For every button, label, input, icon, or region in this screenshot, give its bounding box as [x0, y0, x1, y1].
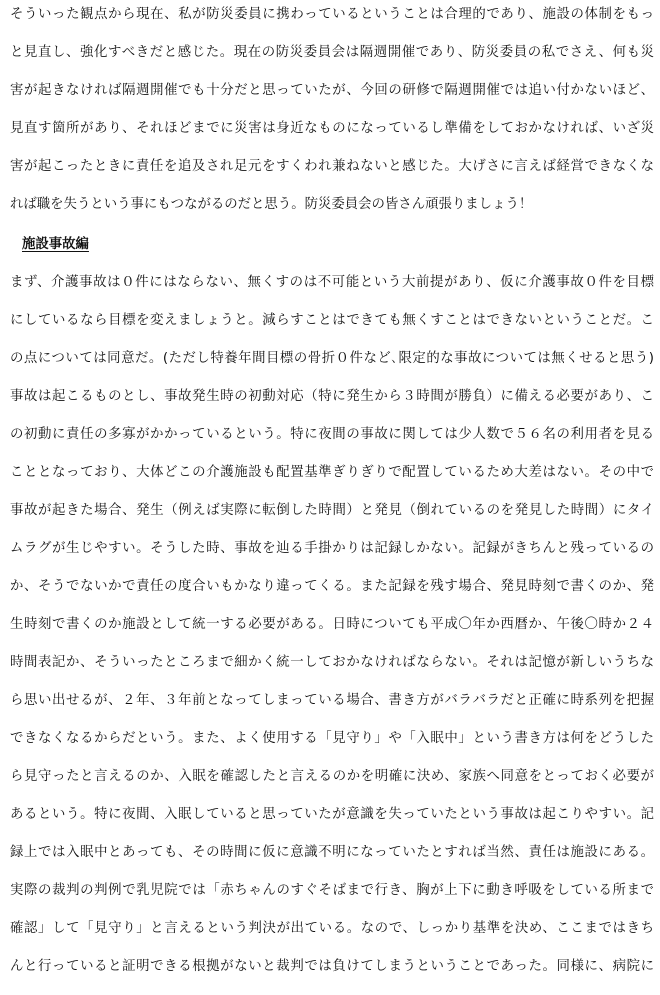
- paragraph-line: んと行っていると証明できる根拠がないと裁判では負けてしまうということであった。同様に、病院に: [10, 959, 654, 974]
- paragraph-line: そういった観点から現在、私が防災委員に携わっているということは合理的であり、施設の体制をもっ: [10, 7, 654, 22]
- paragraph-line: 害が起こったときに責任を追及され足元をすくわれ兼ねないと感じた。大げさに言えば経営できなくな: [10, 159, 654, 174]
- paragraph-line: ら思い出せるが、２年、３年前となってしまっている場合、書き方がバラバラだと正確に時系列を把握: [10, 693, 654, 708]
- paragraph-line: こととなっており、大体どこの介護施設も配置基準ぎりぎりで配置しているため大差はない。その中で: [10, 465, 654, 480]
- paragraph-line: 時間表記か、そういったところまで細かく統一しておかなければならない。それは記憶が新しいうちな: [10, 655, 654, 670]
- section-heading: 施設事故編: [22, 237, 89, 252]
- paragraph-line: にしているなら目標を変えましょうと。減らすことはできても無くすことはできないということだ。こ: [10, 313, 654, 328]
- paragraph-line: 録上では入眠中とあっても、その時間に仮に意識不明になっていたとすれば当然、責任は施設にある。: [10, 845, 654, 860]
- paragraph-line: 生時刻で書くのか施設として統一する必要がある。日時についても平成〇年か西暦か、午後〇時か２４: [10, 617, 654, 632]
- paragraph-line: まず、介護事故は０件にはならない、無くすのは不可能という大前提があり、仮に介護事故０件を目標: [10, 275, 654, 290]
- paragraph-line: か、そうでないかで責任の度合いもかなり違ってくる。また記録を残す場合、発見時刻で書くのか、発: [10, 579, 654, 594]
- paragraph-line: 見直す箇所があり、それほどまでに災害は身近なものになっているし準備をしておかなければ、いざ災: [10, 121, 654, 136]
- paragraph-line: 実際の裁判の判例で乳児院では「赤ちゃんのすぐそばまで行き、胸が上下に動き呼吸をしている所まで: [10, 883, 654, 898]
- paragraph-line: あるという。特に夜間、入眠していると思っていたが意識を失っていたという事故は起こりやすい。記: [10, 807, 654, 822]
- paragraph-line: ら見守ったと言えるのか、入眠を確認したと言えるのかを明確に決め、家族へ同意をとっておく必要が: [10, 769, 654, 784]
- paragraph-line: の初動に責任の多寡がかかっているという。特に夜間の事故に関しては少人数で５６名の利用者を見る: [10, 427, 654, 442]
- paragraph-line: できなくなるからだという。また、よく使用する「見守り」や「入眠中」という書き方は何をどうした: [10, 731, 654, 746]
- paragraph-line: ムラグが生じやすい。そうした時、事故を辿る手掛かりは記録しかない。記録がきちんと残っているの: [10, 541, 654, 556]
- paragraph-line: れば職を失うという事にもつながるのだと思う。防災委員会の皆さん頑張りましょう！: [10, 197, 533, 212]
- paragraph-line: 害が起きなければ隔週開催でも十分だと思っていたが、今回の研修で隔週開催では追い付かないほど、: [10, 83, 654, 98]
- paragraph-line: 事故が起きた場合、発生（例えば実際に転倒した時間）と発見（倒れているのを発見した時間）にタイ: [10, 503, 654, 518]
- paragraph-line: 事故は起こるものとし、事故発生時の初動対応（特に発生から３時間が勝負）に備える必要があり、こ: [10, 389, 654, 404]
- paragraph-line: 確認」して「見守り」と言えるという判決が出ている。なので、しっかり基準を決め、ここまではきち: [10, 921, 654, 936]
- paragraph-line: と見直し、強化すべきだと感じた。現在の防災委員会は隔週開催であり、防災委員の私でさえ、何も災: [10, 45, 654, 60]
- paragraph-line: の点については同意だ。(ただし特養年間目標の骨折０件など､限定的な事故については無くせると思う): [10, 351, 654, 366]
